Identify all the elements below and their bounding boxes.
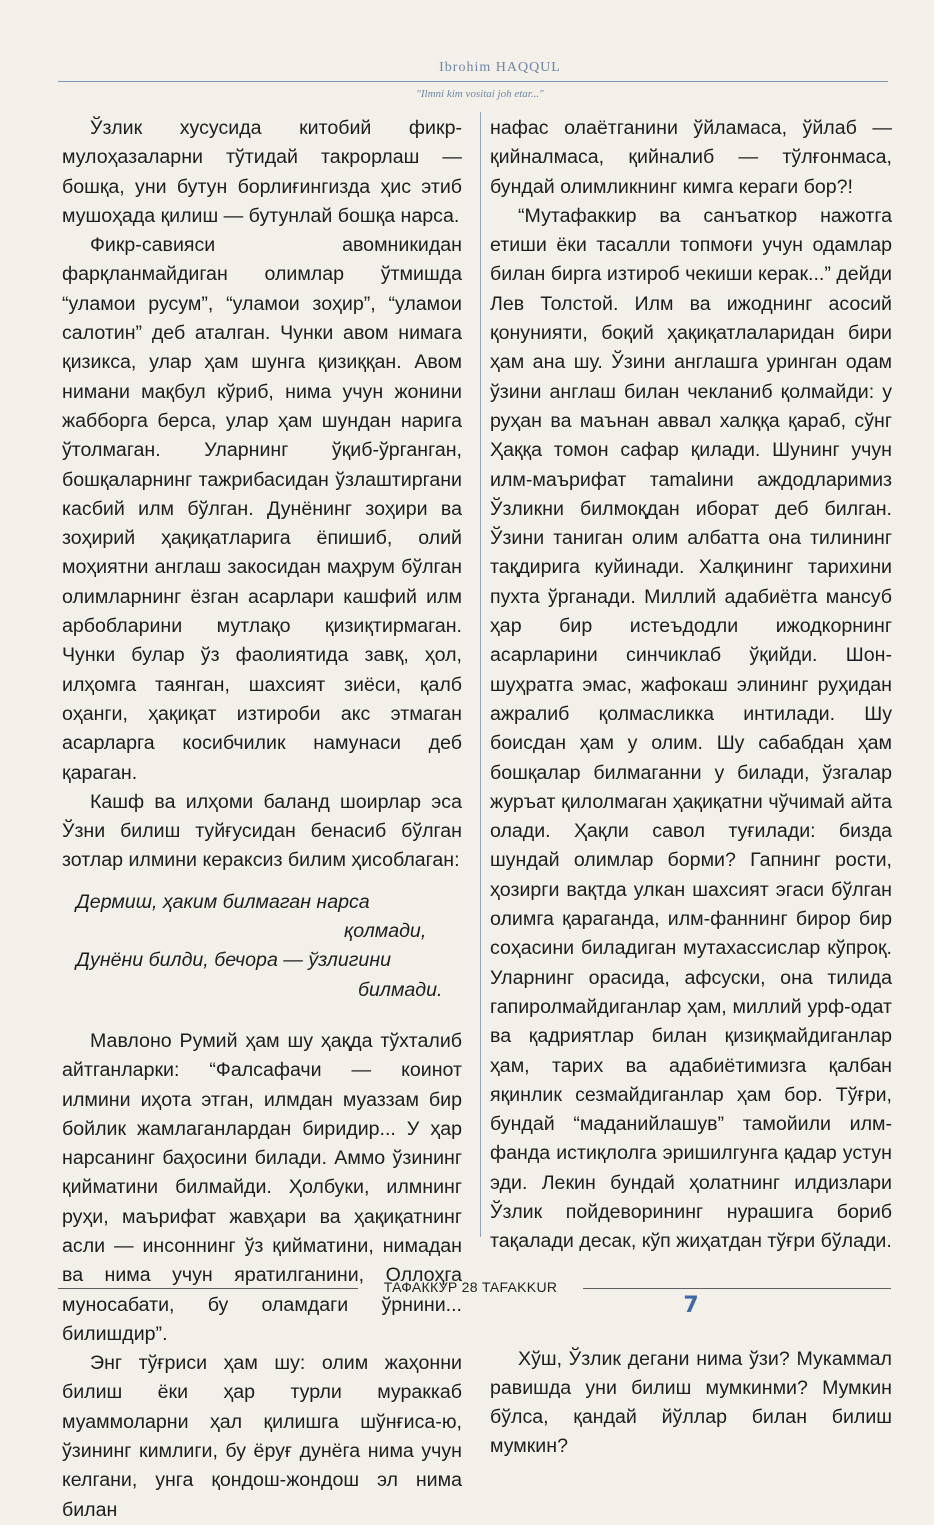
- paragraph: Мавлоно Румий ҳам шу ҳақда тўхталиб айтганларки: “Фалсафачи — коинот илмини иҳота этган, илмдан муаззам бир бойлик жамлаганлардан биридир... У ҳар нарсанинг баҳосини билади. Аммо ўзининг қийматини билмайди. Ҳолбуки, илмнинг руҳи, маърифат жавҳари ва ҳақиқатнинг асли — инсоннинг ўз қийматини, нимадан ва нима учун яратилганини, Оллоҳга муносабати, бу оламдаги ўрнини... билишдир”.: [62, 1029, 462, 1345]
- verse-quote: [62, 888, 462, 1005]
- section-number: 7: [683, 1292, 699, 1318]
- verse-line: Дермиш, ҳаким билмаган нарса: [76, 890, 370, 913]
- paragraph: нафас олаётганини ўйламаса, ўйлаб — қийналмаса, қийналиб — тўлғонмаса, бундай олимликнинг кимга кераги бор?!: [490, 117, 892, 198]
- running-header-author: Ibrohim HAQQUL: [439, 60, 561, 75]
- footer-rule-right: [583, 1288, 891, 1289]
- footer-folio: ТАФАККУР 28 TAFAKKUR: [383, 1279, 558, 1295]
- paragraph: Ўзлик хусусида китобий фикр-мулоҳазаларни тўтидай такрорлаш — бошқа, уни бутун борлиғингизда ҳис этиб мушоҳада қилиш — бутунлай бошқа нарса.: [62, 117, 462, 227]
- paragraph: Энг тўғриси ҳам шу: олим жаҳонни билиш ёки ҳар турли мураккаб муаммоларни ҳал қилишга шўнғиса-ю, ўзининг кимлиги, бу ёруғ дунёга нима учун келгани, унга қондош-жондош эл нима билан: [62, 1352, 462, 1521]
- paragraph: Фикр-савияси авомникидан фарқланмайдиган олимлар ўтмишда “уламои русум”, “уламои зоҳир”, “уламои салотин” деб аталган. Чунки авом нимага қизикса, улар ҳам шунга қизиққан. Авом нимани мақбул кўриб, нима учун жонини жабборга берса, улар ҳам шундан нарига ўтолмаган. Уларнинг ўқиб-ўрганган, бошқаларнинг тажрибасидан ўзлаштиргани касбий илм бўлган. Дунёнинг зоҳири ва зоҳирий ҳақиқатларига ёпишиб, олий моҳиятни англаш закосидан маҳрум бўлган олимларнинг ёзган асарлари кашфий илм арбобларини мутлақо қизиқтирмаган. Чунки булар ўз фаолиятида завқ, ҳол, илҳомга таянган, шахсият зиёси, қалб оҳанги, ҳақиқат изтироби акс этмаган асарларга косибчилик намунаси деб қараган.: [62, 234, 462, 784]
- right-column: [490, 114, 892, 1462]
- left-column: [62, 114, 462, 1525]
- verse-line: қолмади,: [344, 920, 427, 943]
- paragraph: Хўш, Ўзлик дегани нима ўзи? Мукаммал равишда уни билиш мумкинми? Мумкин бўлса, қандай йўллар билан билиш мумкин?: [490, 1347, 892, 1458]
- column-divider: [480, 112, 481, 1237]
- footer-rule-left: [58, 1288, 358, 1289]
- verse-line: Дунёни билди, бечора — ўзлигини: [76, 949, 391, 972]
- running-header-subtitle: "Ilmni kim vositai joh etar...": [416, 88, 544, 100]
- header-rule: [58, 81, 888, 82]
- verse-line: билмади.: [358, 978, 443, 1001]
- paragraph: Кашф ва илҳоми баланд шоирлар эса Ўзни билиш туйғусидан бенасиб бўлган зотлар илмини кераксиз билим ҳисоблаган:: [62, 790, 462, 872]
- paragraph: “Мутафаккир ва санъаткор нажотга етиши ёки тасалли топмоғи учун одамлар билан бирга изтироб чекиши керак...” дейди Лев Толстой. Илм ва ижоднинг асосий қонунияти, боқий ҳақиқатлаларидан бири ҳам ана шу. Ўзини англашга уринган одам ўзини англаш билан чекланиб қолмайди: у руҳан ва маънан аввал халққа қараб, сўнг Ҳаққа томон сафар қилади. Шунинг учун илм-маърифат таmalини аждодларимиз Ўзликни билмоқдан иборат деб билган. Ўзини таниган олим албатта она тилининг тақдирига куйинади. Халқининг тарихини пухта ўрганади. Миллий адабиётга мансуб ҳар бир истеъдодли ижодкорнинг асарларини синчиклаб ўқийди. Шон-шуҳратга эмас, жафокаш элининг руҳидан ажралиб қолмасликка интилади. Шу боисдан ҳам у олим. Шу сабабдан ҳам бошқалар билмаганни у билади, ўзгалар журъат қилолмаган ҳақиқатни чўчимай айта олади. Ҳақли савол туғилади: бизда шундай олимлар борми? Гапнинг рости, ҳозирги вақтда улкан шахсият эгаси бўлган олимга қараганда, илм-фаннинг бирор бир соҳасини биладиган мутахассислар кўпроқ. Уларнинг орасида, афсуски, она тилида гапиролмайдиганлар ҳам, миллий урф-одат ва қадриятлар билан қизиқмайдиганлар ҳам, тарих ва адабиётимизга қалбан яқинлик сезмайдиганлар ҳам бор. Тўғри, бундай “маданийлашув” тамойили илм-фанда истиқлолга эришилгунга қадар устун эди. Лекин бундай ҳолатнинг илдизлари Ўзлик пойдеворининг нурашига бориб тақалади десак, кўп жиҳатдан тўғри бўлади.: [490, 204, 892, 1253]
